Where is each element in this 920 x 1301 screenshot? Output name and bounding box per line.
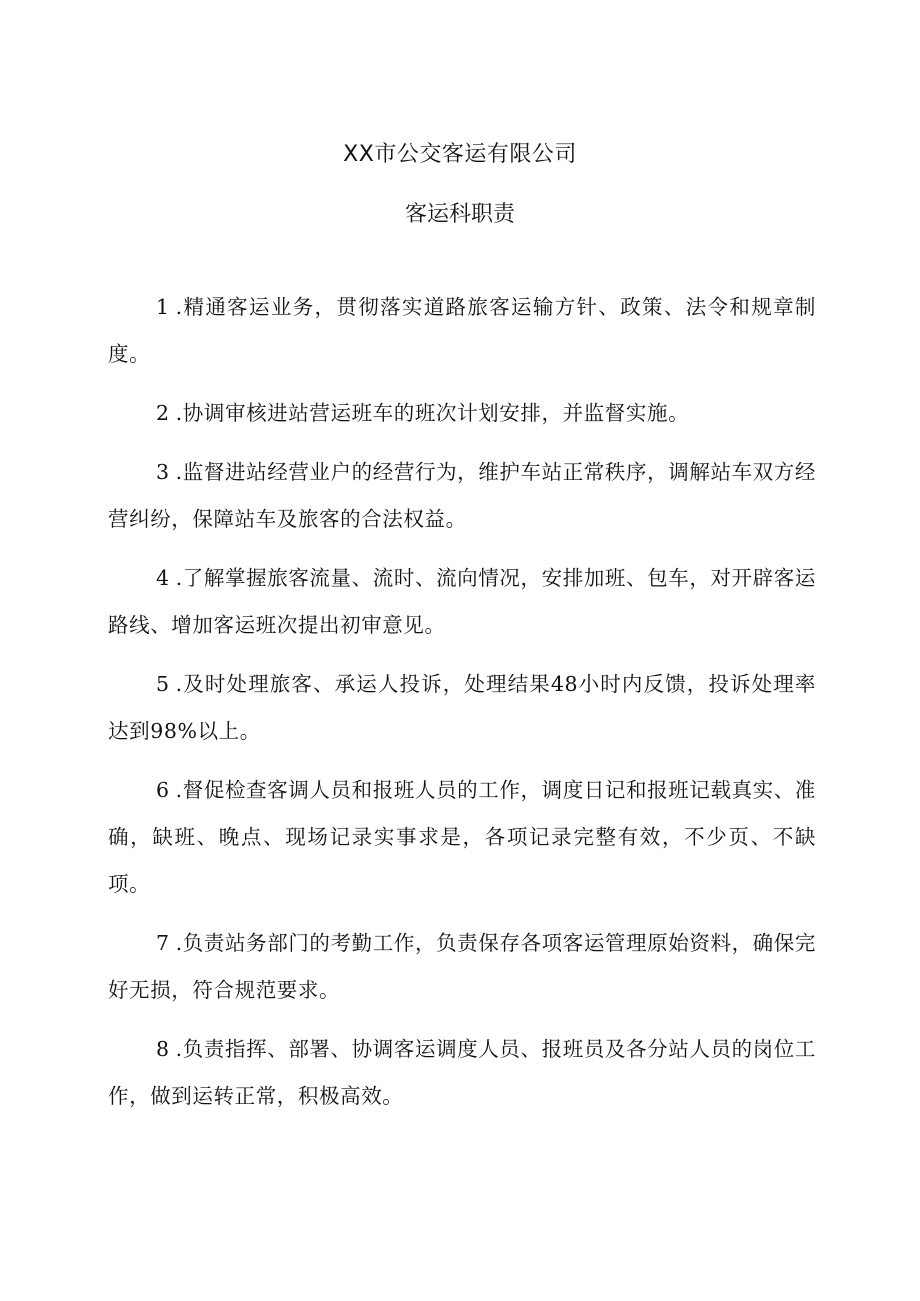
- duty-text: .监督进站经营业户的经营行为，维护车站正常秩序，调解站车双方经营纠纷，保障站车及旅客的合法权益。: [108, 460, 816, 531]
- duty-number: 1: [156, 295, 170, 319]
- duty-item: [108, 390, 816, 437]
- duty-number: 7: [156, 931, 170, 955]
- duty-list: [108, 284, 816, 1132]
- duty-text: .精通客运业务，贯彻落实道路旅客运输方针、政策、法令和规章制度。: [108, 295, 816, 366]
- duty-item: [108, 767, 816, 908]
- duty-item: [108, 449, 816, 543]
- duty-number: 6: [156, 778, 170, 802]
- duty-number: 3: [156, 460, 170, 484]
- duty-text: .及时处理旅客、承运人投诉，处理结果48小时内反馈，投诉处理率达到98%以上。: [108, 672, 816, 743]
- duty-number: 2: [156, 401, 170, 425]
- duty-item: [108, 555, 816, 649]
- duty-item: [108, 920, 816, 1014]
- duty-item: [108, 1026, 816, 1120]
- duty-number: 8: [156, 1037, 170, 1061]
- duty-number: 4: [156, 566, 170, 590]
- duty-item: [108, 661, 816, 755]
- duty-text: .负责指挥、部署、协调客运调度人员、报班员及各分站人员的岗位工作，做到运转正常，积极高效。: [108, 1037, 816, 1108]
- duty-text: .督促检查客调人员和报班人员的工作，调度日记和报班记载真实、准确，缺班、晚点、现场记录实事求是，各项记录完整有效，不少页、不缺项。: [108, 778, 816, 896]
- duty-text: .协调审核进站营运班车的班次计划安排，并监督实施。: [175, 401, 690, 425]
- duty-text: .负责站务部门的考勤工作，负责保存各项客运管理原始资料，确保完好无损，符合规范要求。: [108, 931, 816, 1002]
- document-title: 客运科职责: [404, 202, 515, 227]
- company-name: XX市公交客运有限公司: [343, 142, 577, 167]
- duty-number: 5: [156, 672, 170, 696]
- duty-item: [108, 284, 816, 378]
- duty-text: .了解掌握旅客流量、流时、流向情况，安排加班、包车，对开辟客运路线、增加客运班次提出初审意见。: [108, 566, 816, 637]
